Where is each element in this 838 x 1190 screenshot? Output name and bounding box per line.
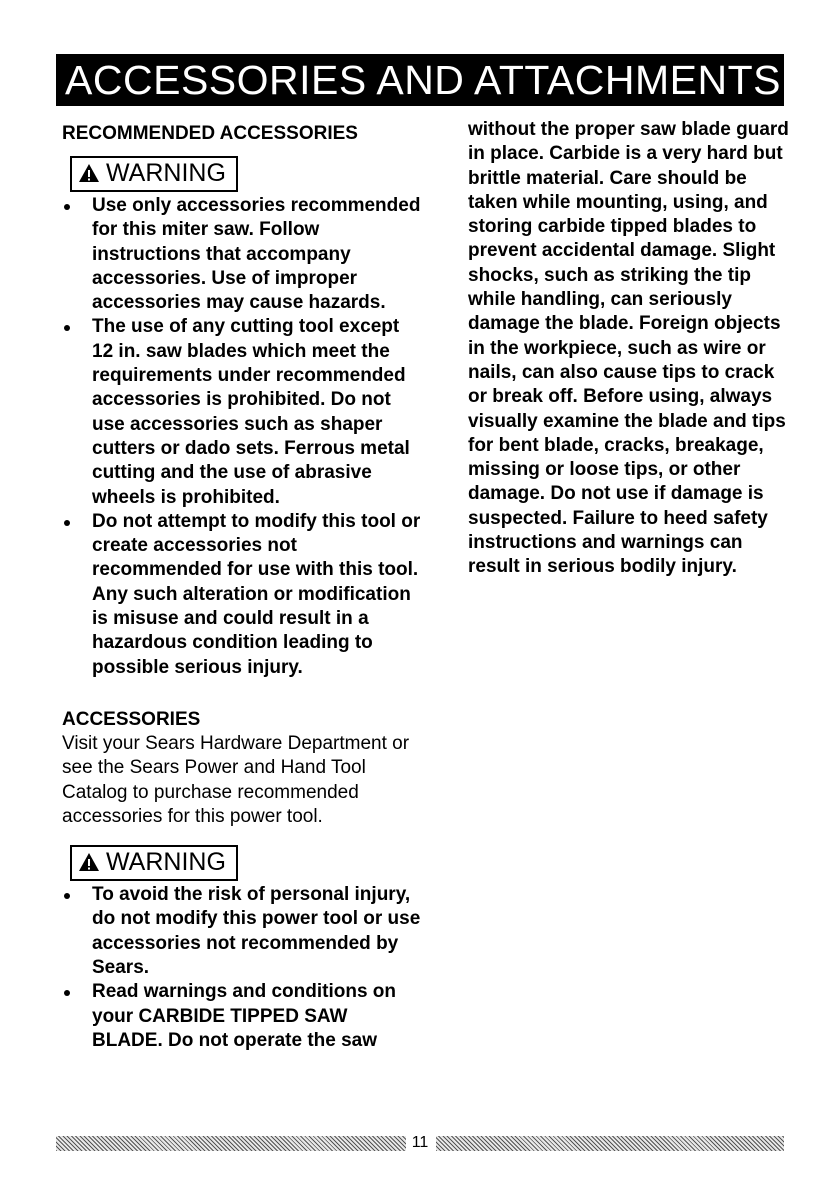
accessories-text: Visit your Sears Hardware Department or see the Sears Power and Hand Tool Catalog to purchase recommended accessories for this power tool. xyxy=(62,732,410,827)
bullet-icon xyxy=(64,990,70,996)
right-column xyxy=(468,118,798,580)
warning-box xyxy=(70,156,238,192)
accessories-heading: ACCESSORIES xyxy=(62,708,201,730)
bullet-icon xyxy=(64,520,70,526)
warning-bullet-list xyxy=(62,883,422,1053)
warning-bullet-list xyxy=(62,194,422,680)
list-item: Use only accessories recommended for this miter saw. Follow instructions that accompany accessories. Use of improper accessories may cause hazards. xyxy=(62,194,422,315)
bullet-icon xyxy=(64,893,70,899)
bullet-icon xyxy=(64,325,70,331)
warning-triangle-icon xyxy=(78,160,100,190)
page-number: 11 xyxy=(411,1134,429,1151)
page-footer xyxy=(56,1136,784,1152)
page-title: ACCESSORIES AND ATTACHMENTS xyxy=(56,54,784,106)
continued-warning-text: without the proper saw blade guard in place. Carbide is a very hard but brittle material. Care should be taken while mounting, using, and storing carbide tipped blades to prevent accidental damage. Slight shocks, such as striking the tip while handling, can seriously damage the blade. Foreign objects in the workpiece, such as wire or nails, can also cause tips to crack or break off. Before using, always visually examine the blade and tips for bent blade, cracks, breakage, missing or loose tips, or other damage. Do not use if damage is suspected. Failure to heed safety instructions and warnings can result in serious bodily injury. xyxy=(468,119,789,578)
warning-label: WARNING xyxy=(106,159,226,187)
footer-hatch-left xyxy=(56,1136,406,1151)
recommended-accessories-heading: RECOMMENDED ACCESSORIES xyxy=(62,123,358,144)
bullet-icon xyxy=(64,204,70,210)
warning-triangle-icon xyxy=(78,849,100,879)
left-column xyxy=(62,122,422,1053)
footer-hatch-right xyxy=(436,1136,784,1151)
list-item: The use of any cutting tool except 12 in. saw blades which meet the requirements under recommended accessories is prohibited. Do not use accessories such as shaper cutters or dado sets. Ferrous metal cutting and the use of abrasive wheels is prohibited. xyxy=(62,315,422,509)
warning-label: WARNING xyxy=(106,848,226,877)
list-item: Do not attempt to modify this tool or create accessories not recommended for use with this tool. Any such alteration or modification is misuse and could result in a hazardous condition leading to possible serious injury. xyxy=(62,510,422,680)
list-item: To avoid the risk of personal injury, do not modify this power tool or use accessories not recommended by Sears. xyxy=(62,883,422,980)
list-item: Read warnings and conditions on your CARBIDE TIPPED SAW BLADE. Do not operate the saw xyxy=(62,980,422,1053)
warning-box xyxy=(70,845,238,881)
